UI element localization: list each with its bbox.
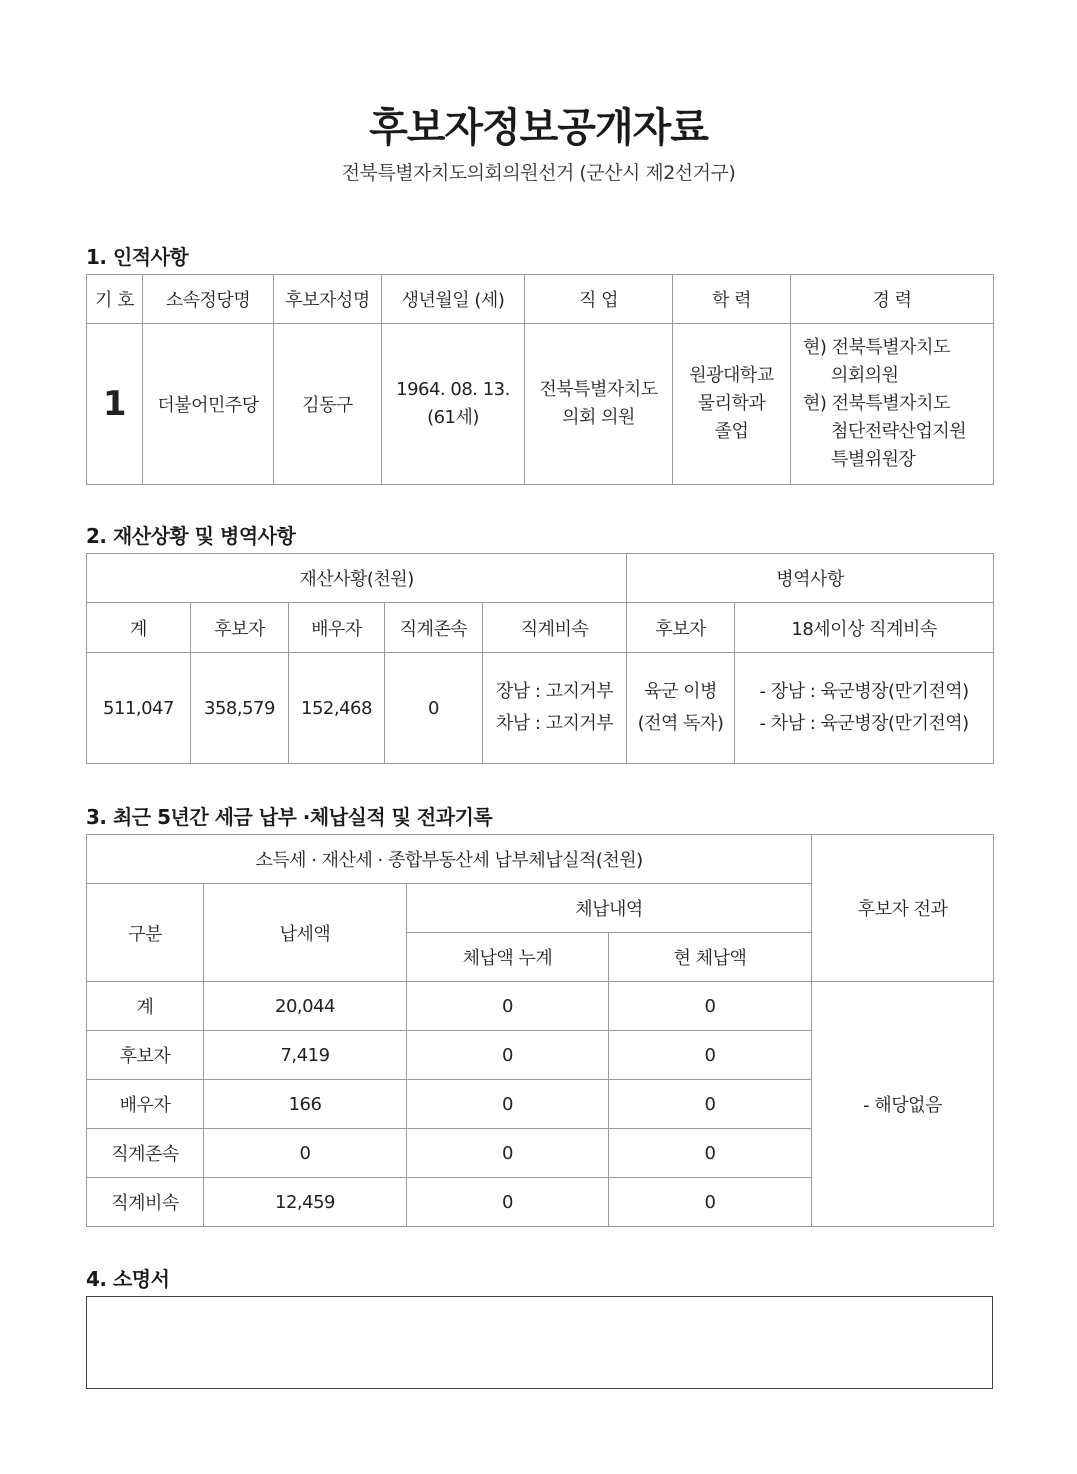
section3-title: 3. 최근 5년간 세금 납부 ·체납실적 및 전과기록 xyxy=(86,805,493,829)
career-line: 현) 전북특별자치도 xyxy=(803,337,950,358)
page-subtitle: 전북특별자치도의회의원선거 (군산시 제2선거구) xyxy=(341,162,736,184)
property-military-table xyxy=(86,553,994,764)
row-paid: 0 xyxy=(204,1129,407,1178)
header-ascendant: 직계존속 xyxy=(385,603,483,653)
career-line: 현) 전북특별자치도 xyxy=(803,393,950,414)
header-total: 계 xyxy=(87,603,191,653)
property-total: 511,047 xyxy=(87,653,191,764)
group-military: 병역사항 xyxy=(627,554,994,603)
property-candidate: 358,579 xyxy=(191,653,289,764)
header-category: 구분 xyxy=(87,884,204,982)
career-line: 첨단전략산업지원 xyxy=(831,421,967,442)
page-title: 후보자정보공개자료 xyxy=(369,105,708,151)
row-arrears-total: 0 xyxy=(407,1178,609,1227)
section2-title: 2. 재산상황 및 병역사항 xyxy=(86,524,296,548)
header-descendant: 직계비속 xyxy=(483,603,627,653)
header-job: 직 업 xyxy=(525,275,673,324)
tax-record-table xyxy=(86,834,994,1227)
section4-title: 4. 소명서 xyxy=(86,1267,170,1291)
header-paid: 납세액 xyxy=(204,884,407,982)
row-paid: 7,419 xyxy=(204,1031,407,1080)
career-line: 특별위원장 xyxy=(831,449,916,470)
candidate-birth: 1964. 08. 13. (61세) xyxy=(382,324,525,485)
candidate-number: 1 xyxy=(87,324,143,485)
military-adult-descendant: - 장남 : 육군병장(만기전역) - 차남 : 육군병장(만기전역) xyxy=(735,653,994,764)
header-arrears-total: 체납액 누계 xyxy=(407,933,609,982)
header-education: 학 력 xyxy=(673,275,791,324)
header-number: 기 호 xyxy=(87,275,143,324)
candidate-job: 전북특별자치도 의회 의원 xyxy=(525,324,673,485)
group-tax: 소득세 · 재산세 · 종합부동산세 납부체납실적(천원) xyxy=(87,835,812,884)
header-candidate: 후보자 xyxy=(191,603,289,653)
row-label: 계 xyxy=(87,982,204,1031)
career-line: 의회의원 xyxy=(831,365,899,386)
row-label: 배우자 xyxy=(87,1080,204,1129)
row-label: 직계비속 xyxy=(87,1178,204,1227)
header-spouse: 배우자 xyxy=(289,603,385,653)
personal-info-table xyxy=(86,274,994,485)
header-military-candidate: 후보자 xyxy=(627,603,735,653)
header-adult-descendant: 18세이상 직계비속 xyxy=(735,603,994,653)
row-label: 직계존속 xyxy=(87,1129,204,1178)
military-candidate: 육군 이병 (전역 독자) xyxy=(627,653,735,764)
header-party: 소속정당명 xyxy=(143,275,274,324)
row-arrears-current: 0 xyxy=(609,1129,812,1178)
candidate-career xyxy=(791,324,994,485)
row-arrears-current: 0 xyxy=(609,1031,812,1080)
property-spouse: 152,468 xyxy=(289,653,385,764)
header-arrears: 체납내역 xyxy=(407,884,812,933)
row-arrears-current: 0 xyxy=(609,1178,812,1227)
header-birth: 생년월일 (세) xyxy=(382,275,525,324)
record-value: - 해당없음 xyxy=(812,982,994,1227)
header-career: 경 력 xyxy=(791,275,994,324)
row-arrears-total: 0 xyxy=(407,1129,609,1178)
row-paid: 166 xyxy=(204,1080,407,1129)
group-property: 재산사황(천원) xyxy=(87,554,627,603)
statement-box xyxy=(86,1296,993,1389)
candidate-party: 더불어민주당 xyxy=(143,324,274,485)
table-row xyxy=(87,653,994,764)
header-name: 후보자성명 xyxy=(274,275,382,324)
candidate-name: 김동구 xyxy=(274,324,382,485)
row-arrears-current: 0 xyxy=(609,982,812,1031)
table-row xyxy=(87,324,994,485)
row-paid: 20,044 xyxy=(204,982,407,1031)
header-record: 후보자 전과 xyxy=(812,835,994,982)
row-arrears-total: 0 xyxy=(407,1080,609,1129)
property-ascendant: 0 xyxy=(385,653,483,764)
row-arrears-total: 0 xyxy=(407,982,609,1031)
row-label: 후보자 xyxy=(87,1031,204,1080)
row-arrears-total: 0 xyxy=(407,1031,609,1080)
row-arrears-current: 0 xyxy=(609,1080,812,1129)
table-row xyxy=(87,982,994,1031)
property-descendant: 장남 : 고지거부 차남 : 고지거부 xyxy=(483,653,627,764)
candidate-education: 원광대학교 물리학과 졸업 xyxy=(673,324,791,485)
section1-title: 1. 인적사항 xyxy=(86,245,189,269)
header-arrears-current: 현 체납액 xyxy=(609,933,812,982)
row-paid: 12,459 xyxy=(204,1178,407,1227)
